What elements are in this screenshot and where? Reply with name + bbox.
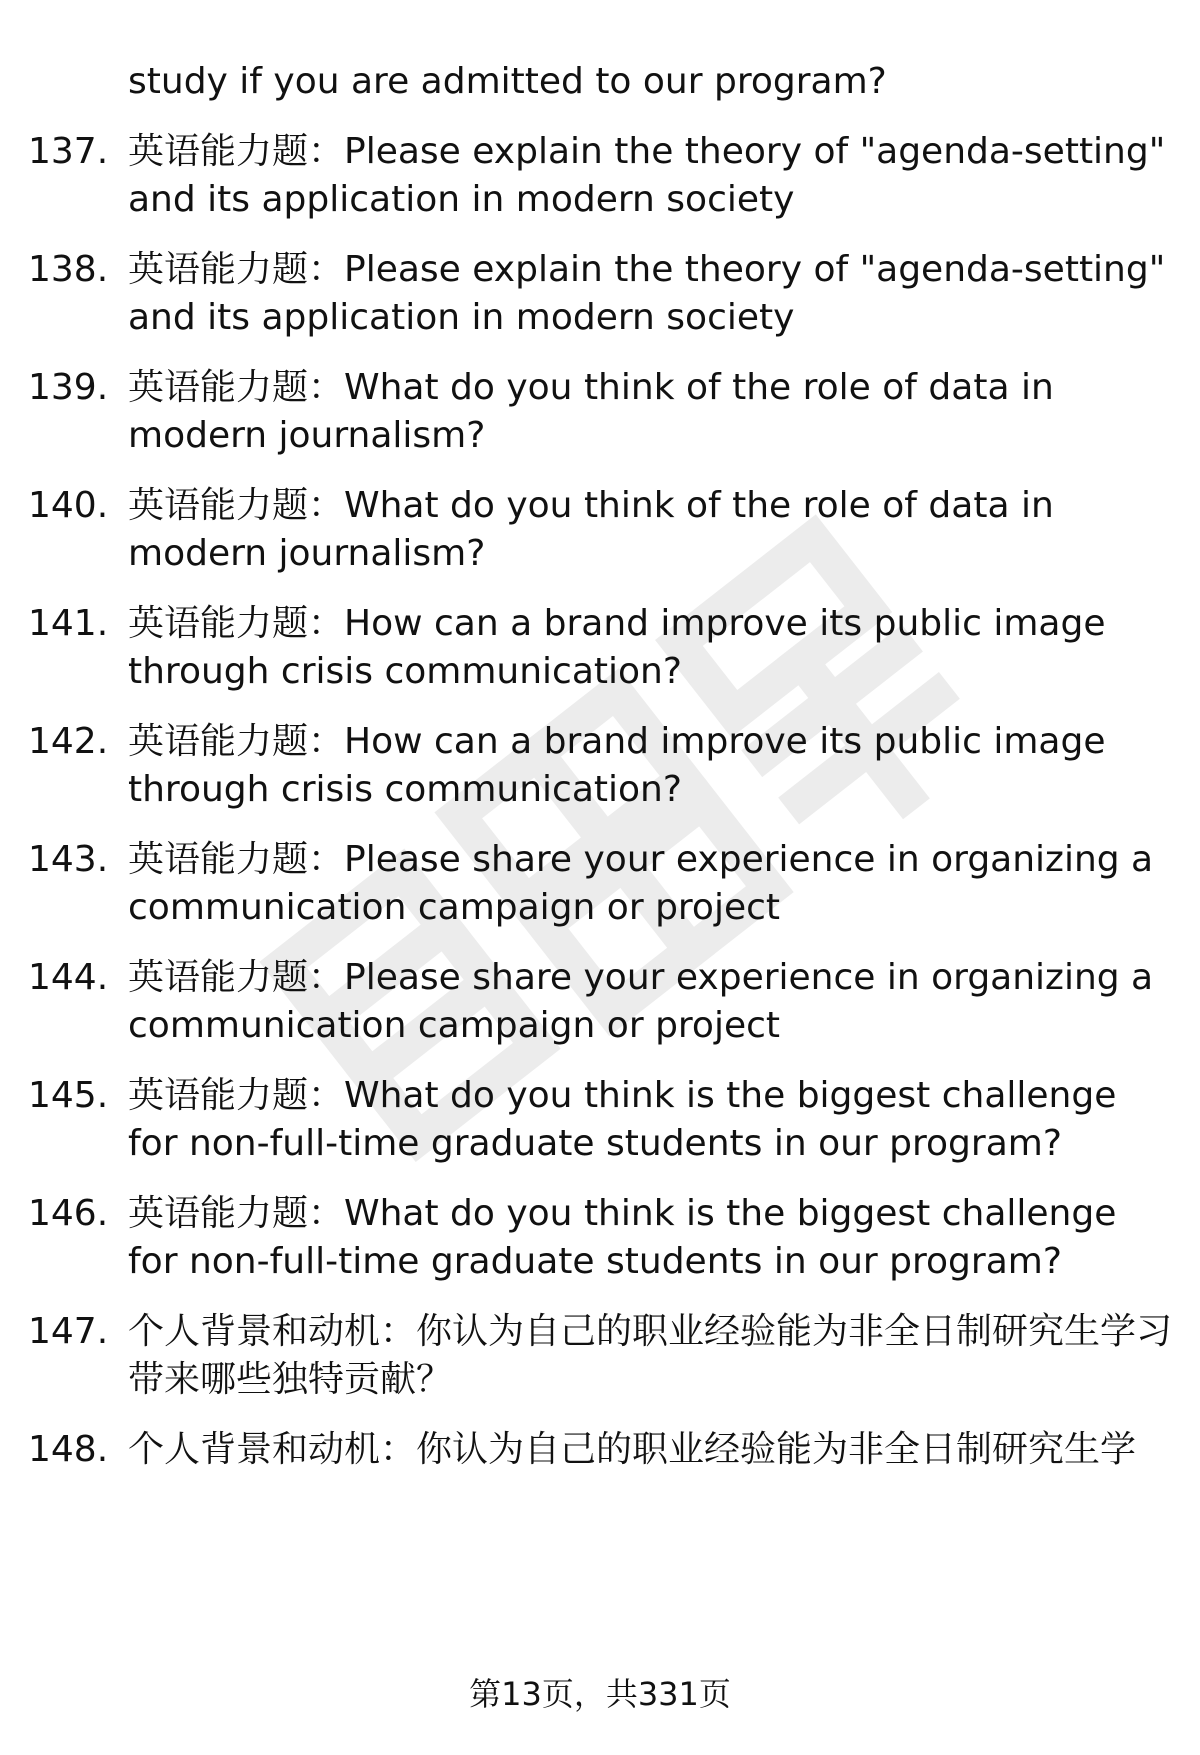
question-text: 英语能力题：What do you think of the role of data in modern journalism? [128,367,1054,456]
question-text: 英语能力题：How can a brand improve its public image through crisis communication? [128,721,1106,810]
question-text: 英语能力题：What do you think is the biggest challenge for non-full-time graduate students in our program? [128,1193,1117,1282]
question-number: 139. [28,367,109,408]
question-text: 英语能力题：Please explain the theory of "agenda-setting" and its application in modern society [128,249,1166,338]
question-number: 145. [28,1075,109,1116]
page-footer: 第13页，共331页 [469,1675,731,1713]
question-number: 140. [28,485,109,526]
question-number: 144. [28,957,109,998]
question-text: 英语能力题：What do you think is the biggest challenge for non-full-time graduate students in our program? [128,1075,1117,1164]
question-text: 英语能力题：What do you think of the role of data in modern journalism? [128,485,1054,574]
question-text: 英语能力题：How can a brand improve its public image through crisis communication? [128,603,1106,692]
question-number: 137. [28,131,109,172]
question-number: 141. [28,603,109,644]
question-number: 147. [28,1311,109,1352]
question-number: 143. [28,839,109,880]
question-text: 英语能力题：Please explain the theory of "agenda-setting" and its application in modern society [128,131,1166,220]
question-number: 138. [28,249,109,290]
question-number: 148. [28,1429,109,1470]
question-text: 英语能力题：Please share your experience in organizing a communication campaign or project [128,839,1154,928]
question-text: 个人背景和动机：你认为自己的职业经验能为非全日制研究生学习带来哪些独特贡献？ [128,1311,1173,1400]
question-number: 146. [28,1193,109,1234]
question-number: 142. [28,721,109,762]
question-text: 个人背景和动机：你认为自己的职业经验能为非全日制研究生学 [128,1429,1137,1470]
continuation-line: study if you are admitted to our program? [128,61,887,102]
question-text: 英语能力题：Please share your experience in organizing a communication campaign or project [128,957,1154,1046]
